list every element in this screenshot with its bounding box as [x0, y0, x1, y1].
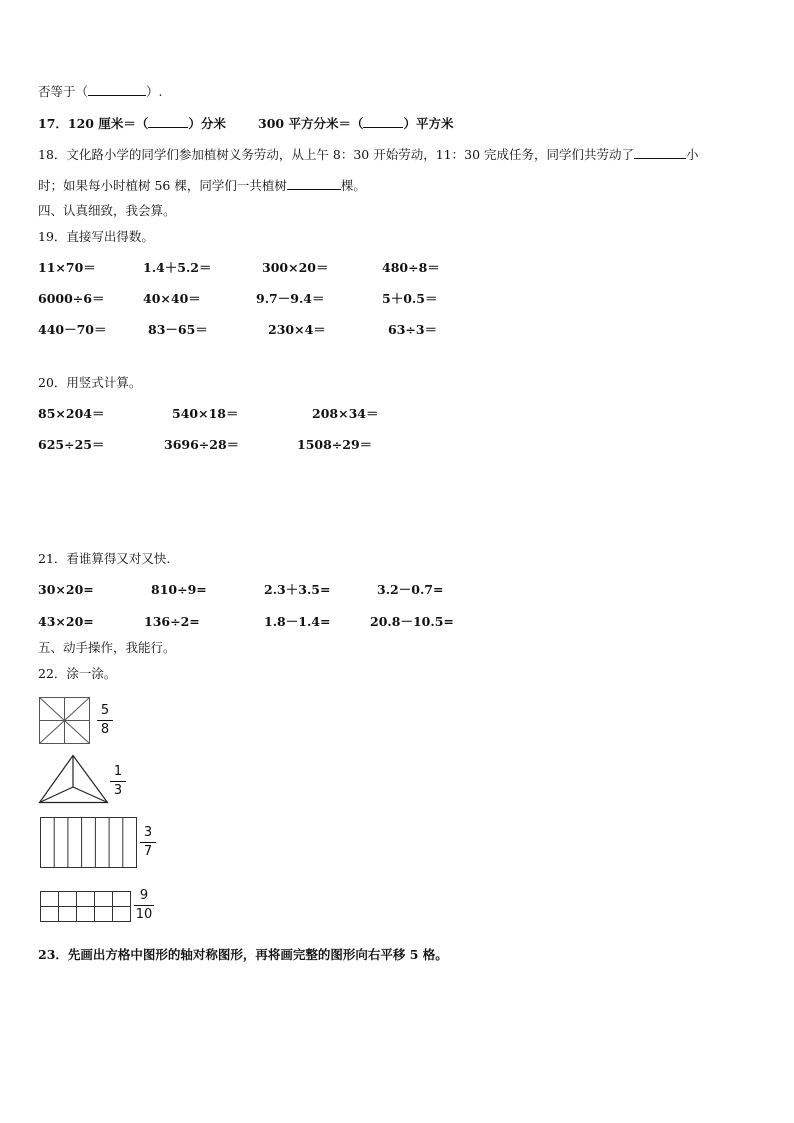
q18-line2	[38, 177, 366, 194]
rectangle-tenths-figure[interactable]	[40, 891, 132, 923]
q17-text1: 17．120 厘米＝（	[38, 116, 149, 131]
q17-unit1: ）分米	[188, 116, 226, 131]
fraction-denominator: 7	[143, 844, 153, 859]
fraction-numerator: 1	[113, 764, 123, 779]
q18-line1	[38, 146, 699, 163]
q18-line1-text: 18．文化路小学的同学们参加植树义务劳动，从上午 8：30 开始劳动，11：30 完成任务，同学们共劳动了	[38, 147, 634, 162]
q18-blank-trees[interactable]	[287, 177, 341, 190]
rectangle-sevenths-figure[interactable]	[40, 817, 138, 869]
q17	[38, 115, 226, 132]
q16-tail-pre: 否等于（	[38, 84, 89, 99]
q20-item: 3696÷28＝	[164, 437, 240, 452]
fraction-denominator: 3	[113, 783, 123, 798]
fraction-denominator: 10	[135, 907, 153, 922]
fraction-numerator: 5	[100, 703, 110, 718]
q17-blank1[interactable]	[148, 115, 188, 128]
q20-title: 20．用竖式计算。	[38, 375, 142, 390]
q22-title: 22．涂一涂。	[38, 666, 117, 681]
q20-item: 540×18＝	[172, 406, 239, 421]
fraction-three-sevenths	[140, 825, 156, 860]
fraction-bar	[140, 842, 156, 843]
q19-title: 19．直接写出得数。	[38, 229, 154, 244]
q17-blank2[interactable]	[363, 115, 403, 128]
q19-item: 83－65＝	[148, 322, 208, 337]
q19-item: 480÷8＝	[382, 260, 440, 275]
q16-answer-blank[interactable]	[88, 83, 146, 96]
q21-item: 810÷9=	[151, 582, 207, 597]
q20-item: 1508÷29＝	[297, 437, 373, 452]
q19-item: 300×20＝	[262, 260, 329, 275]
q19-item: 9.7－9.4＝	[256, 291, 325, 306]
fraction-bar	[134, 905, 154, 906]
q19-item: 40×40＝	[143, 291, 201, 306]
triangle-thirds-figure[interactable]	[38, 754, 110, 804]
q18-line2-post: 棵。	[340, 178, 366, 193]
q17-part2	[258, 115, 453, 132]
q19-item: 6000÷6＝	[38, 291, 105, 306]
section-5-heading: 五、动手操作，我能行。	[38, 640, 176, 655]
section-4-heading: 四、认真细致，我会算。	[38, 203, 176, 218]
q18-blank-hours[interactable]	[634, 146, 686, 159]
q21-title: 21．看谁算得又对又快.	[38, 551, 171, 566]
q18-line1-end: 小	[686, 147, 699, 162]
q21-item: 20.8－10.5=	[370, 614, 454, 629]
q21-item: 136÷2=	[144, 614, 200, 629]
fraction-numerator: 9	[139, 888, 149, 903]
q21-item: 30×20=	[38, 582, 94, 597]
q19-item: 1.4＋5.2＝	[143, 260, 212, 275]
q19-item: 11×70＝	[38, 260, 96, 275]
fraction-nine-tenths	[134, 888, 154, 923]
q20-item: 85×204＝	[38, 406, 105, 421]
q19-item: 230×4＝	[268, 322, 326, 337]
q18-line2-pre: 时；如果每小时植树 56 棵，同学们一共植树	[38, 178, 287, 193]
q21-item: 2.3＋3.5=	[264, 582, 331, 597]
q16-tail-post: ）.	[146, 84, 163, 99]
q21-item: 1.8－1.4=	[264, 614, 331, 629]
q21-item: 3.2－0.7=	[377, 582, 444, 597]
q23-title: 23．先画出方格中图形的轴对称图形，再将画完整的图形向右平移 5 格。	[38, 947, 448, 962]
q19-item: 5＋0.5＝	[382, 291, 438, 306]
q17-unit2: ）平方米	[403, 116, 454, 131]
q16-tail	[38, 83, 163, 100]
q20-item: 625÷25＝	[38, 437, 105, 452]
fraction-denominator: 8	[100, 722, 110, 737]
q19-item: 440－70＝	[38, 322, 107, 337]
fraction-five-eighths	[97, 703, 113, 738]
fraction-bar	[110, 781, 126, 782]
q21-item: 43×20=	[38, 614, 94, 629]
fraction-numerator: 3	[143, 825, 153, 840]
fraction-bar	[97, 720, 113, 721]
q17-text2: 300 平方分米＝（	[258, 116, 364, 131]
square-eighths-figure[interactable]	[39, 697, 91, 745]
q19-item: 63÷3＝	[388, 322, 438, 337]
fraction-one-third	[110, 764, 126, 799]
q20-item: 208×34＝	[312, 406, 379, 421]
